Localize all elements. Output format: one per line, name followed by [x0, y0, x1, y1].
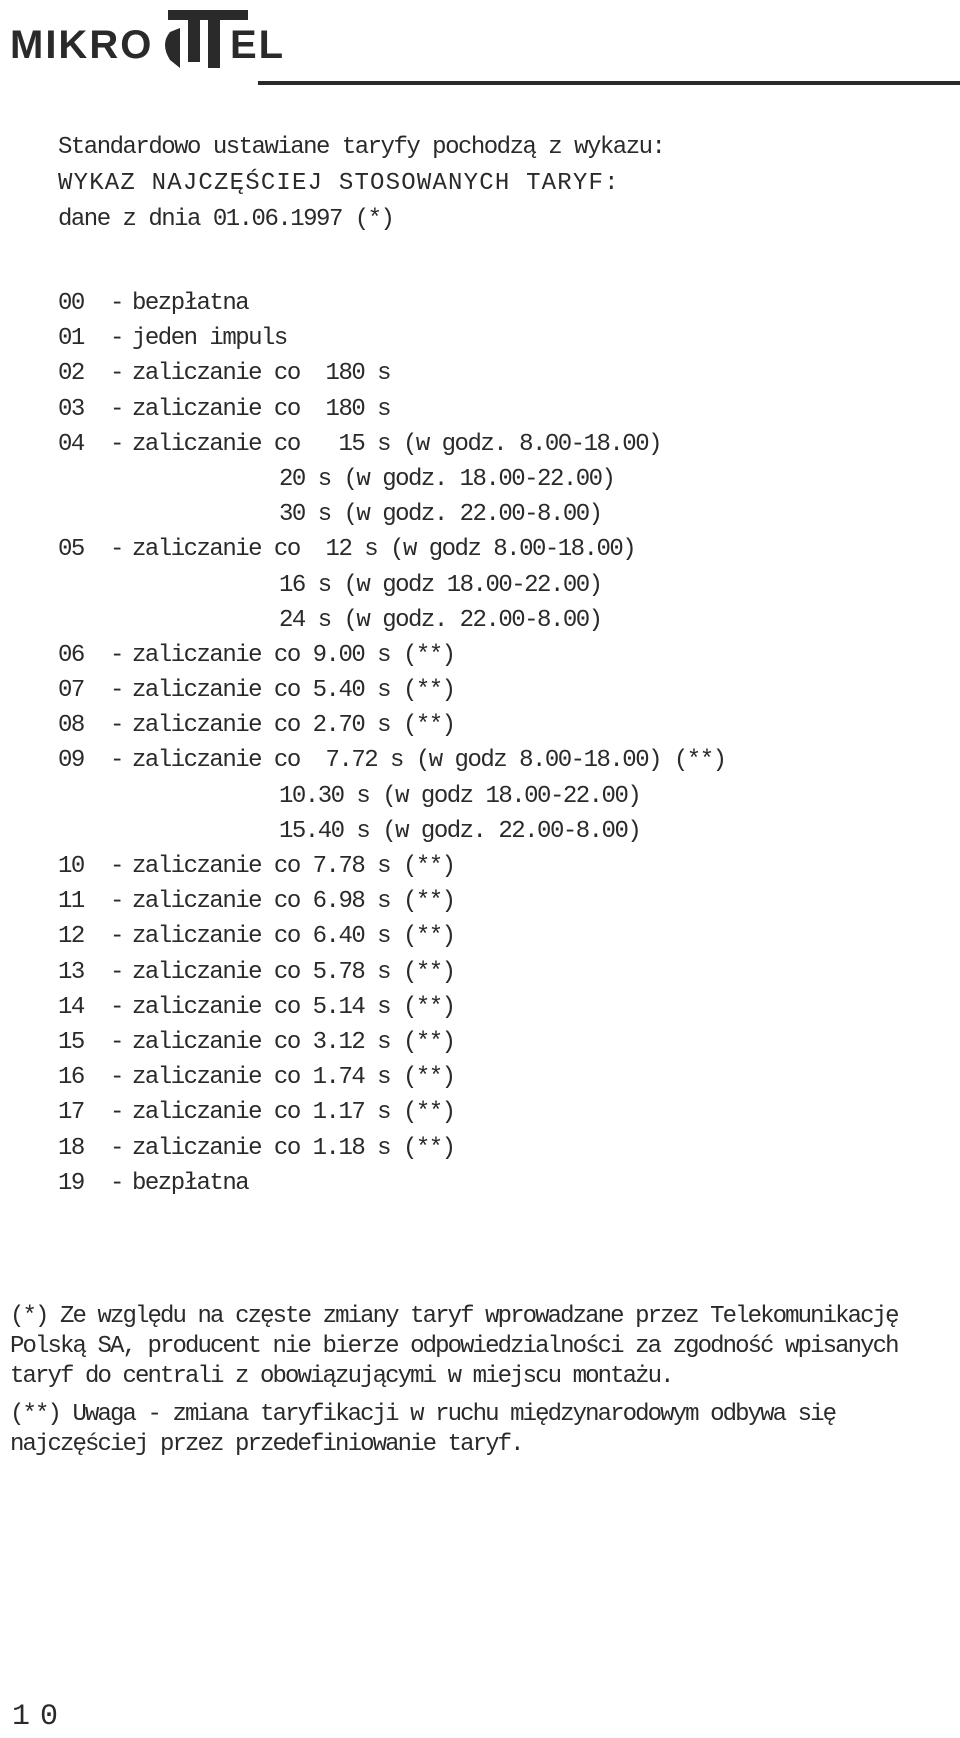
tariff-row	[58, 1095, 726, 1130]
header-rule	[258, 81, 960, 85]
tariff-separator: -	[110, 853, 123, 880]
tariff-text: 10.30 s (w godz 18.00-22.00)	[279, 782, 641, 810]
intro-heading: WYKAZ NAJCZĘŚCIEJ STOSOWANYCH TARYF:	[58, 170, 620, 197]
tariff-row	[58, 603, 726, 638]
tariff-text: zaliczanie co 1.74 s (**)	[132, 1064, 455, 1092]
footnotes	[10, 1302, 955, 1468]
tariff-code: 17	[58, 1099, 84, 1127]
tariff-separator: -	[110, 888, 123, 916]
tariff-code: 11	[58, 888, 84, 916]
logo-text-right: EL	[230, 23, 286, 67]
footnote-2	[10, 1400, 955, 1460]
tariff-row	[58, 392, 726, 427]
tariff-text: 16 s (w godz 18.00-22.00)	[279, 571, 602, 599]
footnote-1-mark: (*)	[10, 1303, 48, 1330]
tariff-text: zaliczanie co 15 s (w godz. 8.00-18.00)	[132, 430, 661, 458]
footnote-1	[10, 1302, 955, 1392]
tariff-row	[58, 990, 726, 1025]
footnote-1-text: Ze względu na częste zmiany taryf wprowadzane przez Telekomunikację Polską SA, producent nie bierze odpowiedzialności za zgodność wpisanych taryf do centrali z obowiązującymi w miejscu montażu.	[10, 1303, 898, 1390]
tariff-code: 10	[58, 853, 84, 880]
tariff-row	[58, 638, 726, 673]
tariff-separator: -	[110, 1134, 123, 1162]
intro-block	[58, 130, 664, 238]
tariff-row	[58, 427, 726, 462]
tariff-row	[58, 356, 726, 391]
tariff-separator: -	[110, 958, 123, 986]
tariff-list	[58, 286, 726, 1201]
tariff-code: 03	[58, 395, 84, 423]
tariff-row	[58, 1131, 726, 1166]
mikrotel-logo	[10, 4, 300, 74]
tariff-text: zaliczanie co 1.18 s (**)	[132, 1134, 455, 1162]
page-header	[0, 0, 960, 90]
tariff-separator: -	[110, 1099, 123, 1127]
tariff-text: zaliczanie co 9.00 s (**)	[132, 641, 455, 669]
tariff-row	[58, 462, 726, 497]
tariff-row	[58, 321, 726, 356]
tariff-code: 04	[58, 430, 84, 458]
tariff-code: 18	[58, 1134, 84, 1162]
footnote-2-mark: (**)	[10, 1401, 61, 1428]
tariff-separator: -	[110, 536, 123, 564]
tariff-separator: -	[110, 1028, 123, 1056]
tariff-text: 24 s (w godz. 22.00-8.00)	[279, 606, 602, 634]
tariff-separator: -	[110, 712, 123, 740]
tariff-code: 06	[58, 641, 84, 669]
tariff-row	[58, 286, 726, 321]
tariff-code: 08	[58, 712, 84, 740]
tariff-row	[58, 779, 726, 814]
tariff-text: 30 s (w godz. 22.00-8.00)	[279, 501, 602, 529]
tariff-text: zaliczanie co 5.78 s (**)	[132, 958, 455, 986]
tariff-row	[58, 919, 726, 954]
tariff-text: jeden impuls	[132, 325, 287, 353]
tariff-row	[58, 532, 726, 567]
tariff-separator: -	[110, 395, 123, 423]
tariff-text: bezpłatna	[132, 290, 249, 317]
tariff-row	[58, 1025, 726, 1060]
tariff-separator: -	[110, 747, 123, 775]
tariff-row	[58, 884, 726, 919]
tariff-code: 00	[58, 290, 84, 317]
tariff-code: 05	[58, 536, 84, 564]
tariff-separator: -	[110, 325, 123, 353]
tariff-separator: -	[110, 430, 123, 458]
tariff-separator: -	[110, 360, 123, 388]
tariff-text: zaliczanie co 7.72 s (w godz 8.00-18.00) (**)	[132, 747, 726, 775]
tariff-row	[58, 955, 726, 990]
tariff-text: zaliczanie co 6.40 s (**)	[132, 923, 455, 951]
tariff-separator: -	[110, 1064, 123, 1092]
tariff-row	[58, 568, 726, 603]
tariff-code: 12	[58, 923, 84, 951]
tariff-text: zaliczanie co 3.12 s (**)	[132, 1028, 455, 1056]
tariff-text: zaliczanie co 180 s	[132, 395, 391, 423]
tariff-separator: -	[110, 641, 123, 669]
tariff-code: 19	[58, 1169, 84, 1197]
tariff-row	[58, 743, 726, 778]
tariff-code: 14	[58, 993, 84, 1021]
page-number: 10	[12, 1700, 69, 1734]
tariff-row	[58, 673, 726, 708]
tariff-text: 15.40 s (w godz. 22.00-8.00)	[279, 817, 641, 845]
tariff-text: zaliczanie co 7.78 s (**)	[132, 853, 455, 880]
tariff-row	[58, 497, 726, 532]
tariff-text: zaliczanie co 6.98 s (**)	[132, 888, 455, 916]
tariff-text: zaliczanie co 5.14 s (**)	[132, 993, 455, 1021]
tariff-row	[58, 849, 726, 884]
tariff-code: 16	[58, 1064, 84, 1092]
tariff-text: zaliczanie co 1.17 s (**)	[132, 1099, 455, 1127]
tariff-separator: -	[110, 923, 123, 951]
tariff-separator: -	[110, 993, 123, 1021]
tariff-code: 15	[58, 1028, 84, 1056]
tariff-text: zaliczanie co 5.40 s (**)	[132, 677, 455, 705]
logo-text-left: MIKRO	[10, 23, 154, 67]
tariff-separator: -	[110, 1169, 123, 1197]
intro-line-1: Standardowo ustawiane taryfy pochodzą z wykazu:	[58, 134, 665, 161]
tariff-row	[58, 1060, 726, 1095]
tariff-code: 07	[58, 677, 84, 705]
tariff-text: zaliczanie co 180 s	[132, 360, 391, 388]
tariff-text: 20 s (w godz. 18.00-22.00)	[279, 465, 615, 493]
tariff-code: 09	[58, 747, 84, 775]
tariff-separator: -	[110, 290, 123, 317]
tariff-separator: -	[110, 677, 123, 705]
tariff-row	[58, 708, 726, 743]
tariff-text: bezpłatna	[132, 1169, 249, 1197]
intro-date: dane z dnia 01.06.1997 (*)	[58, 206, 394, 233]
tariff-text: zaliczanie co 12 s (w godz 8.00-18.00)	[132, 536, 636, 564]
tariff-text: zaliczanie co 2.70 s (**)	[132, 712, 455, 740]
tariff-row	[58, 814, 726, 849]
footnote-2-text: Uwaga - zmiana taryfikacji w ruchu międzynarodowym odbywa się najczęściej przez przedefiniowanie taryf.	[10, 1401, 836, 1458]
tariff-code: 01	[58, 325, 84, 353]
tariff-code: 13	[58, 958, 84, 986]
tariff-row	[58, 1166, 726, 1201]
tariff-code: 02	[58, 360, 84, 388]
